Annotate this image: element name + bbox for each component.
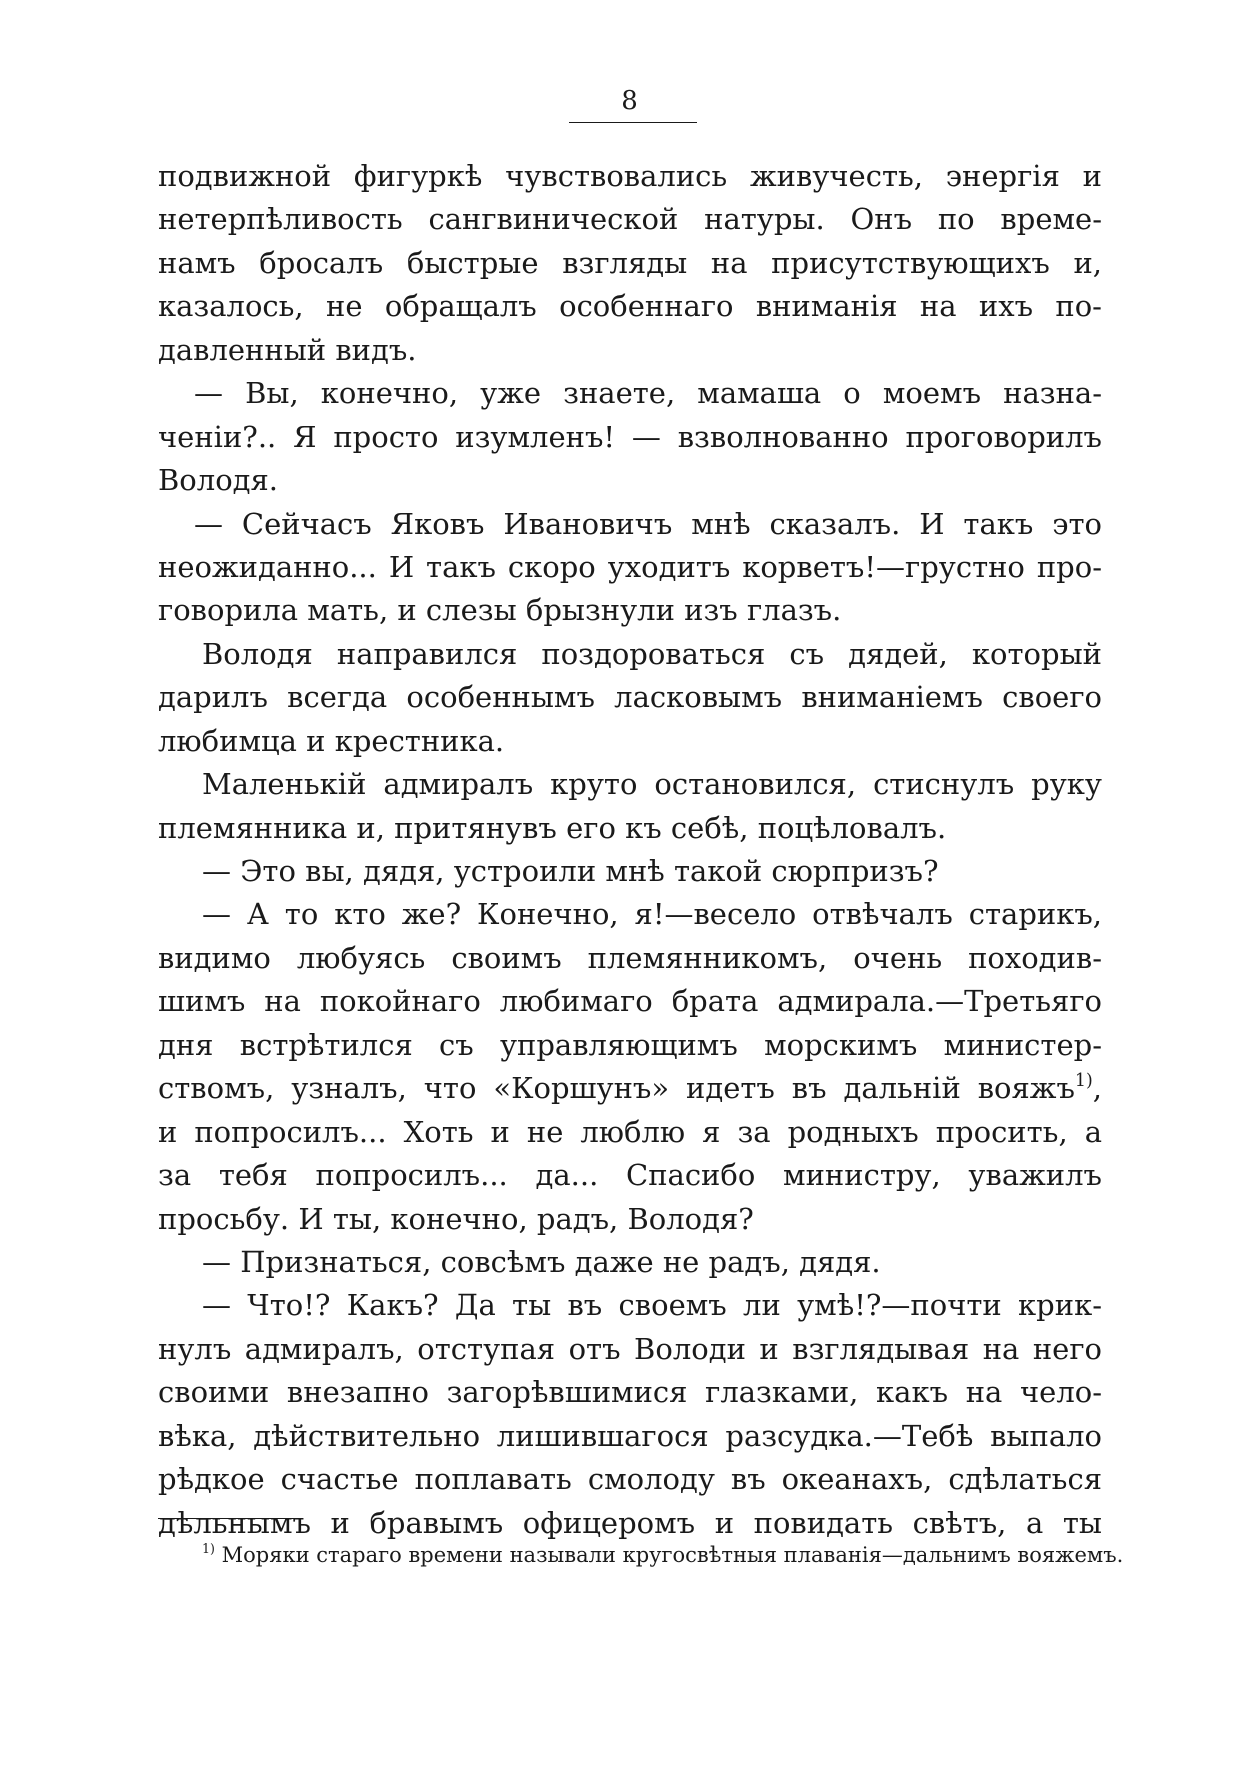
text-line-content: ченіи?.. Я просто изумленъ! — взволнованно проговорилъ bbox=[158, 419, 1102, 454]
text-line-content: ствомъ, узналъ, что «Коршунъ» идетъ въ дальній вояжъ bbox=[158, 1071, 1075, 1106]
text-line bbox=[158, 459, 1102, 502]
text-line-content: неожиданно... И такъ скоро уходитъ корветъ!—грустно про- bbox=[158, 549, 1102, 584]
text-line-content: давленный видъ. bbox=[158, 332, 417, 367]
footnote-marker: 1) bbox=[202, 1541, 215, 1557]
text-line bbox=[158, 285, 1102, 328]
footnote bbox=[202, 1541, 1124, 1569]
text-line bbox=[158, 720, 1102, 763]
text-line bbox=[158, 763, 1102, 806]
footnote-reference: 1) bbox=[1074, 1071, 1093, 1092]
text-line-content: нетерпѣливость сангвинической натуры. Онъ по време- bbox=[158, 202, 1102, 237]
text-line bbox=[158, 503, 1102, 546]
text-line bbox=[158, 1502, 1102, 1545]
text-line bbox=[158, 1284, 1102, 1327]
text-line-content: Володя. bbox=[158, 463, 279, 498]
text-line-content: видимо любуясь своимъ племянникомъ, очень походив- bbox=[158, 940, 1102, 975]
text-line-content: нулъ адмиралъ, отступая отъ Володи и взглядывая на него bbox=[158, 1331, 1102, 1366]
text-line-content: — Признаться, совсѣмъ даже не радъ, дядя. bbox=[202, 1244, 881, 1279]
page-number-rule bbox=[569, 122, 697, 123]
text-line bbox=[158, 1458, 1102, 1501]
text-line bbox=[158, 1154, 1102, 1197]
text-line-content: — Что!? Какъ? Да ты въ своемъ ли умѣ!?—почти крик- bbox=[202, 1288, 1102, 1323]
text-line bbox=[158, 633, 1102, 676]
text-line bbox=[158, 198, 1102, 241]
text-line bbox=[158, 1067, 1102, 1110]
text-line-content: просьбу. И ты, конечно, радъ, Володя? bbox=[158, 1201, 754, 1236]
text-line-content: дня встрѣтился съ управляющимъ морскимъ министер- bbox=[158, 1027, 1102, 1062]
text-line bbox=[158, 850, 1102, 893]
text-line bbox=[158, 1241, 1102, 1284]
text-line-content: казалось, не обращалъ особеннаго вниманія на ихъ по- bbox=[158, 289, 1102, 324]
text-line bbox=[158, 1024, 1102, 1067]
text-line bbox=[158, 893, 1102, 936]
text-line-content: Володя направился поздороваться съ дядей, который bbox=[202, 636, 1102, 671]
footnote-text: Моряки стараго времени называли кругосвѣтныя плаванія—дальнимъ вояжемъ. bbox=[221, 1543, 1124, 1567]
text-line bbox=[158, 546, 1102, 589]
punctuation: , bbox=[1092, 1071, 1102, 1106]
text-line-content: — Сейчасъ Яковъ Ивановичъ мнѣ сказалъ. И такъ это bbox=[194, 506, 1102, 541]
text-line bbox=[158, 807, 1102, 850]
text-line bbox=[158, 937, 1102, 980]
text-line bbox=[158, 329, 1102, 372]
text-line-content: — А то кто же? Конечно, я!—весело отвѣчалъ старикъ, bbox=[202, 897, 1102, 932]
text-line-content: любимца и крестника. bbox=[158, 723, 505, 758]
text-line bbox=[158, 372, 1102, 415]
text-line bbox=[158, 676, 1102, 719]
text-line bbox=[158, 980, 1102, 1023]
text-line-content: и попросилъ... Хоть и не люблю я за родныхъ просить, а bbox=[158, 1114, 1102, 1149]
text-line-content: говорила мать, и слезы брызнули изъ глазъ. bbox=[158, 593, 842, 628]
text-line bbox=[158, 1111, 1102, 1154]
text-line-content: своими внезапно загорѣвшимися глазками, какъ на чело- bbox=[158, 1375, 1102, 1410]
text-line bbox=[158, 1371, 1102, 1414]
text-line bbox=[158, 1328, 1102, 1371]
text-line bbox=[158, 1198, 1102, 1241]
text-line-content: дѣльнымъ и бравымъ офицеромъ и повидать свѣтъ, а ты bbox=[158, 1505, 1102, 1540]
text-line bbox=[158, 589, 1102, 632]
text-line-content: за тебя попросилъ... да... Спасибо министру, уважилъ bbox=[158, 1158, 1102, 1193]
body-text bbox=[158, 155, 1102, 1545]
text-line-content: рѣдкое счастье поплавать смолоду въ океанахъ, сдѣлаться bbox=[158, 1462, 1102, 1497]
text-line bbox=[158, 242, 1102, 285]
text-line-content: шимъ на покойнаго любимаго брата адмирала.—Третьяго bbox=[158, 984, 1102, 1019]
text-line bbox=[158, 416, 1102, 459]
text-line-content: — Вы, конечно, уже знаете, мамаша о моемъ назна- bbox=[194, 376, 1102, 411]
text-line-content: дарилъ всегда особеннымъ ласковымъ вниманіемъ своего bbox=[158, 680, 1102, 715]
text-line-content: вѣка, дѣйствительно лишившагося разсудка.—Тебѣ выпало bbox=[158, 1418, 1102, 1453]
text-line-content: — Это вы, дядя, устроили мнѣ такой сюрпризъ? bbox=[202, 854, 939, 888]
text-line-content: Маленькій адмиралъ круто остановился, стиснулъ руку bbox=[202, 767, 1102, 802]
page-number: 8 bbox=[621, 86, 638, 116]
text-line-content: намъ бросалъ быстрые взгляды на присутствующихъ и, bbox=[158, 245, 1102, 280]
text-line bbox=[158, 155, 1102, 198]
text-line-content: племянника и, притянувъ его къ себѣ, поцѣловалъ. bbox=[158, 810, 947, 845]
footnote-rule bbox=[158, 1518, 298, 1519]
text-line-content: подвижной фигуркѣ чувствовались живучесть, энергія и bbox=[158, 159, 1102, 193]
text-line bbox=[158, 1415, 1102, 1458]
